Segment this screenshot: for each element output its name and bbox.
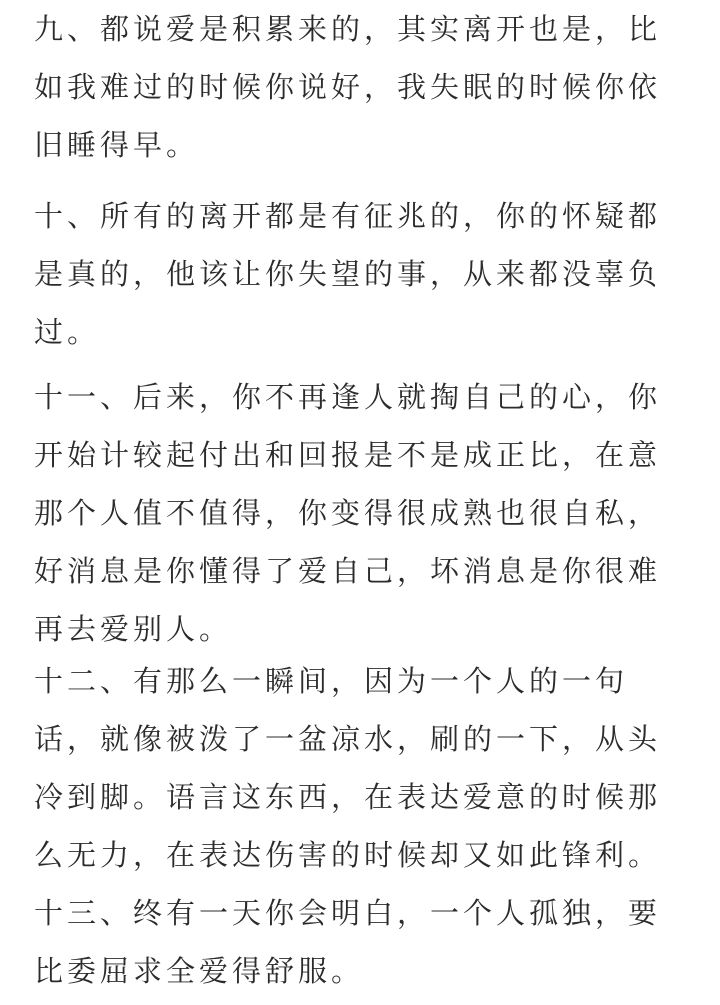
text-line: 话，就像被泼了一盆凉水，刷的一下，从头 — [34, 722, 662, 756]
paragraph-9 — [34, 0, 694, 174]
text-line: 九、都说爱是积累来的，其实离开也是，比 — [34, 12, 662, 46]
paragraph-11 — [34, 368, 694, 658]
text-line: 么无力，在表达伤害的时候却又如此锋利。 — [34, 838, 662, 872]
text-line: 十、所有的离开都是有征兆的，你的怀疑都 — [34, 199, 662, 233]
text-line: 是真的，他该让你失望的事，从来都没辜负 — [34, 257, 662, 291]
paragraph-12 — [34, 652, 694, 884]
text-line: 那个人值不值得，你变得很成熟也很自私， — [34, 496, 662, 530]
text-line: 好消息是你懂得了爱自己，坏消息是你很难 — [34, 554, 662, 588]
text-line: 旧睡得早。 — [34, 128, 200, 162]
text-line: 十一、后来，你不再逢人就掏自己的心，你 — [34, 380, 662, 414]
paragraph-13 — [34, 884, 694, 1000]
text-line: 冷到脚。语言这东西，在表达爱意的时候那 — [34, 780, 662, 814]
text-line: 十三、终有一天你会明白，一个人孤独，要 — [34, 896, 662, 930]
text-line: 过。 — [34, 315, 101, 349]
text-line: 开始计较起付出和回报是不是成正比，在意 — [34, 438, 662, 472]
text-line: 比委屈求全爱得舒服。 — [34, 954, 365, 988]
text-line: 十二、有那么一瞬间，因为一个人的一句 — [34, 664, 629, 698]
text-line: 再去爱别人。 — [34, 612, 233, 646]
text-line: 如我难过的时候你说好，我失眠的时候你依 — [34, 70, 662, 104]
paragraph-10 — [34, 187, 694, 361]
